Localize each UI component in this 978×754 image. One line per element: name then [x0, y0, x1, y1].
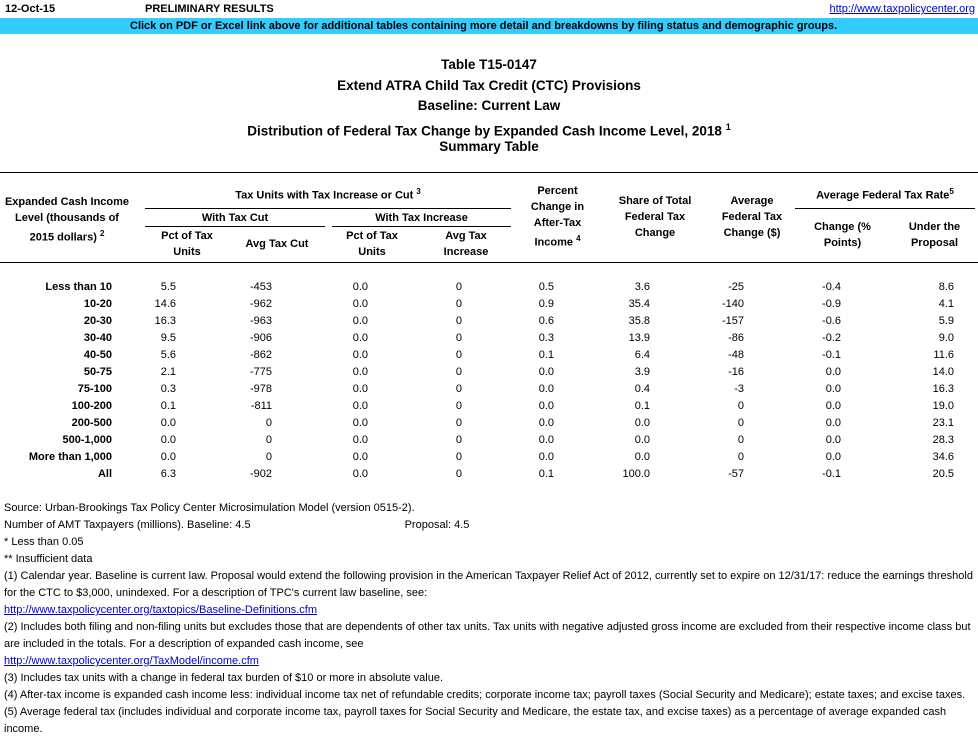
cell-share-total: 0.0: [634, 434, 650, 446]
info-banner: [0, 18, 978, 34]
cell-pct-change-after-tax: 0.3: [538, 332, 554, 344]
amt-baseline: Number of AMT Taxpayers (millions). Baseline: 4.5: [4, 519, 251, 531]
distribution-title: [0, 117, 978, 138]
cell-pct-units-increase: 0.0: [352, 468, 368, 480]
header-top-rule: [0, 172, 978, 173]
cell-avg-tax-increase: 0: [455, 332, 462, 344]
table-titles: [0, 55, 978, 158]
cell-pct-units-cut: 9.5: [160, 332, 176, 344]
header-tax-units: [145, 184, 511, 204]
table-row: [0, 449, 967, 466]
cell-pct-change-after-tax: 0.0: [538, 400, 554, 412]
cell-rate-under-proposal: 23.1: [932, 417, 954, 429]
cell-rate-change-points: 0.0: [825, 383, 841, 395]
header-avg-tax-increase: Avg Tax Increase: [443, 230, 489, 258]
header-avg-tax-cut: Avg Tax Cut: [245, 238, 309, 250]
cell-rate-change-points: 0.0: [825, 366, 841, 378]
cell-pct-units-increase: 0.0: [352, 451, 368, 463]
cell-avg-tax-increase: 0: [455, 434, 462, 446]
table-row: [0, 398, 967, 415]
cell-rate-under-proposal: 4.1: [938, 298, 954, 310]
header-pct-change-after-tax: [520, 183, 595, 251]
top-bar: [0, 0, 978, 18]
header-change-points: Change (% Points): [814, 221, 871, 249]
cell-rate-change-points: 0.0: [825, 451, 841, 463]
amt-note: [4, 517, 974, 534]
note-2: (2) Includes both filing and non-filing units but excludes those that are dependents of other tax units. Tax units with negative adjusted gross income are excluded from their respective income class but are included in the totals. For a description of expanded cash income, see: [4, 621, 971, 650]
less-than-note: * Less than 0.05: [4, 536, 84, 548]
cell-share-total: 100.0: [622, 468, 650, 480]
footnote-marker: 2: [99, 229, 105, 238]
cell-share-total: 3.6: [634, 281, 650, 293]
header-bottom-rule: [0, 262, 978, 263]
cell-pct-units-increase: 0.0: [352, 332, 368, 344]
report-date: 12-Oct-15: [5, 3, 56, 15]
cell-avg-tax-cut: -775: [249, 366, 272, 378]
row-label: 40-50: [83, 349, 112, 361]
row-label: 50-75: [83, 366, 112, 378]
cell-avg-tax-cut: -906: [249, 332, 272, 344]
cell-avg-tax-increase: 0: [455, 281, 462, 293]
banner-text: Click on PDF or Excel link above for additional tables containing more detail and breakdowns by filing status and demographic groups.: [130, 20, 838, 32]
cell-pct-units-increase: 0.0: [352, 315, 368, 327]
table-row: [0, 296, 967, 313]
cell-rate-under-proposal: 14.0: [932, 366, 954, 378]
table-row: [0, 330, 967, 347]
income-definition-link[interactable]: http://www.taxpolicycenter.org/TaxModel/income.cfm: [4, 655, 259, 667]
header-pct-units-cut: Pct of Tax Units: [161, 230, 213, 258]
cell-pct-units-increase: 0.0: [352, 417, 368, 429]
row-label: 75-100: [77, 383, 112, 395]
cell-avg-tax-cut: -811: [250, 400, 272, 412]
footnote-marker: 5: [949, 187, 954, 196]
cell-avg-fed-tax-change: 0: [737, 417, 744, 429]
cell-pct-units-cut: 0.0: [160, 451, 176, 463]
cell-pct-change-after-tax: 0.5: [538, 281, 554, 293]
cell-avg-tax-increase: 0: [455, 451, 462, 463]
cell-share-total: 13.9: [628, 332, 650, 344]
table-row: [0, 432, 967, 449]
cell-rate-change-points: -0.4: [822, 281, 841, 293]
cell-rate-change-points: 0.0: [825, 400, 841, 412]
cell-pct-units-cut: 14.6: [154, 298, 176, 310]
cell-pct-change-after-tax: 0.1: [538, 349, 554, 361]
cell-avg-fed-tax-change: -57: [728, 468, 744, 480]
cell-share-total: 35.8: [628, 315, 650, 327]
header-pct-change-text: Percent Change in After-Tax Income: [530, 185, 585, 249]
cell-rate-under-proposal: 20.5: [932, 468, 954, 480]
table-row: [0, 466, 967, 483]
cell-rate-change-points: -0.6: [822, 315, 841, 327]
cell-avg-tax-cut: 0: [265, 417, 272, 429]
table-title: Extend ATRA Child Tax Credit (CTC) Provisions: [337, 77, 641, 93]
footnote-marker: 1: [725, 121, 731, 132]
row-label: 100-200: [71, 400, 112, 412]
cell-avg-fed-tax-change: -157: [721, 315, 744, 327]
group-rule-avg-rate: [795, 208, 975, 209]
note-1: (1) Calendar year. Baseline is current law. Proposal would extend the following provision in the American Taxpayer Relief Act of 2012, currently set to expire on 12/31/17: reduce the earnings threshold for the CTC to $3,000, unindexed. For a description of TPC's current law baseline, see:: [4, 570, 973, 599]
cell-pct-change-after-tax: 0.0: [538, 417, 554, 429]
cell-rate-under-proposal: 34.6: [932, 451, 954, 463]
cell-avg-tax-cut: -862: [249, 349, 272, 361]
note-4: (4) After-tax income is expanded cash income less: individual income tax net of refundable credits; corporate income tax; payroll taxes (Social Security and Medicare); estate taxes; and excise taxes.: [4, 689, 966, 701]
header-share-total: Share of Total Federal Tax Change: [618, 195, 692, 239]
cell-avg-tax-cut: -978: [249, 383, 272, 395]
cell-share-total: 0.4: [634, 383, 650, 395]
summary-title: Summary Table: [439, 139, 539, 154]
cell-pct-units-cut: 5.5: [160, 281, 176, 293]
cell-rate-under-proposal: 11.6: [933, 349, 954, 361]
distribution-title-text: Distribution of Federal Tax Change by Expanded Cash Income Level, 2018: [247, 123, 722, 138]
cell-avg-tax-increase: 0: [455, 468, 462, 480]
cell-avg-fed-tax-change: -86: [728, 332, 744, 344]
cell-share-total: 0.0: [634, 451, 650, 463]
table-row: [0, 364, 967, 381]
cell-avg-tax-increase: 0: [455, 366, 462, 378]
header-income-level: [3, 194, 131, 246]
cell-pct-units-cut: 2.1: [160, 366, 176, 378]
row-label: 500-1,000: [62, 434, 112, 446]
row-label: 200-500: [71, 417, 112, 429]
amt-proposal: Proposal: 4.5: [404, 519, 470, 531]
cell-pct-units-increase: 0.0: [352, 298, 368, 310]
cell-avg-tax-increase: 0: [455, 315, 462, 327]
table-body: [0, 279, 967, 483]
footnote-marker: 3: [416, 187, 421, 196]
cell-avg-tax-increase: 0: [455, 349, 462, 361]
cell-avg-fed-tax-change: -25: [728, 281, 744, 293]
cell-pct-units-cut: 6.3: [160, 468, 176, 480]
cell-rate-under-proposal: 8.6: [938, 281, 954, 293]
cell-avg-fed-tax-change: 0: [737, 451, 744, 463]
insufficient-note: ** Insufficient data: [4, 553, 93, 565]
table-row: [0, 313, 967, 330]
cell-avg-fed-tax-change: 0: [737, 400, 744, 412]
header-with-tax-cut: With Tax Cut: [201, 212, 269, 224]
cell-avg-fed-tax-change: 0: [737, 434, 744, 446]
row-label: Less than 10: [45, 281, 112, 293]
cell-avg-fed-tax-change: -48: [728, 349, 744, 361]
cell-share-total: 0.1: [634, 400, 650, 412]
cell-share-total: 0.0: [634, 417, 650, 429]
subgroup-rule-increase: [332, 226, 511, 227]
baseline-title: Baseline: Current Law: [417, 98, 561, 113]
row-label: All: [97, 468, 112, 480]
cell-pct-change-after-tax: 0.0: [538, 434, 554, 446]
distribution-table: [0, 279, 967, 483]
cell-pct-units-increase: 0.0: [352, 281, 368, 293]
baseline-definitions-link[interactable]: http://www.taxpolicycenter.org/taxtopics/Baseline-Definitions.cfm: [4, 604, 318, 616]
cell-rate-change-points: -0.2: [822, 332, 841, 344]
cell-pct-change-after-tax: 0.9: [538, 298, 554, 310]
cell-share-total: 3.9: [634, 366, 650, 378]
cell-pct-units-increase: 0.0: [352, 434, 368, 446]
cell-avg-tax-increase: 0: [455, 383, 462, 395]
cell-pct-units-cut: 0.0: [160, 434, 176, 446]
footnotes: [4, 500, 974, 738]
cell-pct-units-cut: 0.3: [160, 383, 176, 395]
group-rule-tax-units: [145, 208, 511, 209]
cell-rate-under-proposal: 19.0: [932, 400, 954, 412]
source-note: Source: Urban-Brookings Tax Policy Center Microsimulation Model (version 0515-2).: [4, 502, 415, 514]
cell-rate-change-points: 0.0: [825, 417, 841, 429]
cell-avg-tax-cut: 0: [265, 451, 272, 463]
cell-pct-change-after-tax: 0.6: [538, 315, 554, 327]
cell-rate-under-proposal: 5.9: [938, 315, 954, 327]
cell-pct-change-after-tax: 0.0: [538, 383, 554, 395]
cell-pct-change-after-tax: 0.0: [538, 366, 554, 378]
cell-rate-under-proposal: 28.3: [932, 434, 954, 446]
note-3: (3) Includes tax units with a change in federal tax burden of $10 or more in absolute value.: [4, 672, 444, 684]
cell-avg-tax-increase: 0: [455, 400, 462, 412]
preliminary-label: PRELIMINARY RESULTS: [145, 3, 274, 15]
row-label: 10-20: [83, 298, 112, 310]
cell-avg-fed-tax-change: -3: [734, 383, 744, 395]
cell-avg-tax-increase: 0: [455, 417, 462, 429]
header-tax-units-text: Tax Units with Tax Increase or Cut: [235, 189, 414, 202]
cell-avg-fed-tax-change: -16: [728, 366, 744, 378]
header-under-proposal: Under the Proposal: [908, 221, 961, 249]
header-income-level-text: Expanded Cash Income Level (thousands of 2015 dollars): [4, 196, 130, 244]
cell-pct-change-after-tax: 0.1: [538, 468, 554, 480]
row-label: 20-30: [83, 315, 112, 327]
header-avg-fed-tax-change: Average Federal Tax Change ($): [721, 195, 783, 239]
row-label: More than 1,000: [28, 451, 112, 463]
tpc-website-link[interactable]: http://www.taxpolicycenter.org: [829, 3, 975, 15]
cell-avg-tax-cut: -962: [249, 298, 272, 310]
cell-rate-change-points: -0.9: [822, 298, 841, 310]
cell-rate-change-points: -0.1: [822, 349, 841, 361]
note-5: (5) Average federal tax (includes individual and corporate income tax, payroll taxes for Social Security and Medicare, the estate tax, and excise taxes) as a percentage of average expanded cash income.: [4, 706, 947, 735]
cell-pct-change-after-tax: 0.0: [538, 451, 554, 463]
cell-pct-units-increase: 0.0: [352, 366, 368, 378]
subgroup-rule-cut: [145, 226, 325, 227]
table-row: [0, 381, 967, 398]
cell-rate-change-points: -0.1: [822, 468, 841, 480]
table-row: [0, 279, 967, 296]
cell-avg-tax-cut: -963: [249, 315, 272, 327]
cell-share-total: 35.4: [628, 298, 650, 310]
cell-pct-units-cut: 5.6: [160, 349, 176, 361]
header-with-tax-increase: With Tax Increase: [375, 212, 468, 224]
header-pct-units-increase: Pct of Tax Units: [346, 230, 398, 258]
header-avg-fed-tax-rate: [795, 184, 975, 204]
row-label: 30-40: [83, 332, 112, 344]
cell-avg-tax-cut: -902: [249, 468, 272, 480]
cell-rate-change-points: 0.0: [825, 434, 841, 446]
cell-pct-units-cut: 16.3: [154, 315, 176, 327]
table-row: [0, 347, 967, 364]
cell-avg-tax-cut: -453: [249, 281, 272, 293]
cell-pct-units-increase: 0.0: [352, 349, 368, 361]
cell-avg-fed-tax-change: -140: [721, 298, 744, 310]
cell-share-total: 6.4: [634, 349, 650, 361]
cell-pct-units-cut: 0.0: [160, 417, 176, 429]
cell-rate-under-proposal: 9.0: [938, 332, 954, 344]
cell-avg-tax-cut: 0: [265, 434, 272, 446]
table-number: Table T15-0147: [441, 57, 537, 72]
cell-avg-tax-increase: 0: [455, 298, 462, 310]
header-avg-rate-text: Average Federal Tax Rate: [816, 189, 950, 202]
cell-pct-units-increase: 0.0: [352, 383, 368, 395]
cell-rate-under-proposal: 16.3: [932, 383, 954, 395]
table-row: [0, 415, 967, 432]
cell-pct-units-increase: 0.0: [352, 400, 368, 412]
footnote-marker: 4: [576, 234, 581, 243]
cell-pct-units-cut: 0.1: [160, 400, 176, 412]
